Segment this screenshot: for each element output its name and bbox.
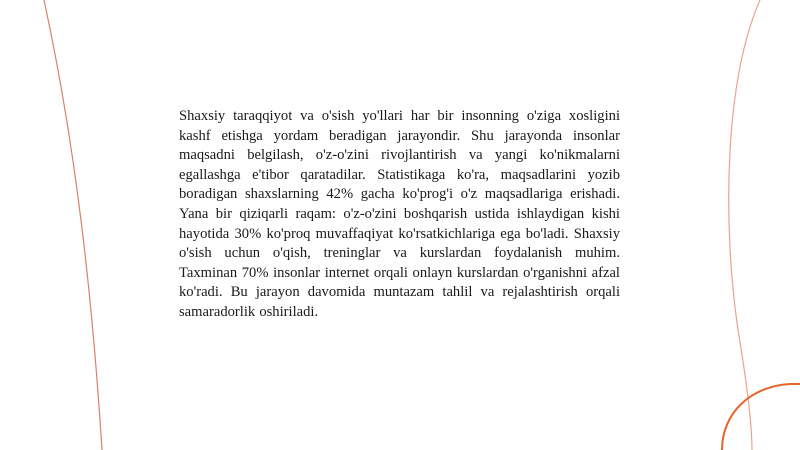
left-curve-line	[44, 0, 102, 450]
accent-circle-arc	[722, 384, 800, 450]
right-curve-line	[729, 0, 760, 450]
body-paragraph: Shaxsiy taraqqiyot va o'sish yo'llari har bir insonning o'ziga xosligini kashf etishga yordam beradigan jarayondir. Shu jarayonda insonlar maqsadni belgilash, o'z-o'zini rivojlantirish va yangi ko'nikmalarni egallashga e'tibor qaratadilar. Statistikaga ko'ra, maqsadlarini yozib boradigan shaxslarning 42% gacha ko'prog'i o'z maqsadlariga erishadi. Yana bir qiziqarli raqam: o'z-o'zini boshqarish ustida ishlaydigan kishi hayotida 30% ko'proq muvaffaqiyat ko'rsatkichlariga ega bo'ladi. Shaxsiy o'sish uchun o'qish, treninglar va kurslardan foydalanish muhim. Taxminan 70% insonlar internet orqali onlayn kurslardan o'rganishni afzal ko'radi. Bu jarayon davomida muntazam tahlil va rejalashtirish orqali samaradorlik oshiriladi.	[179, 108, 620, 320]
